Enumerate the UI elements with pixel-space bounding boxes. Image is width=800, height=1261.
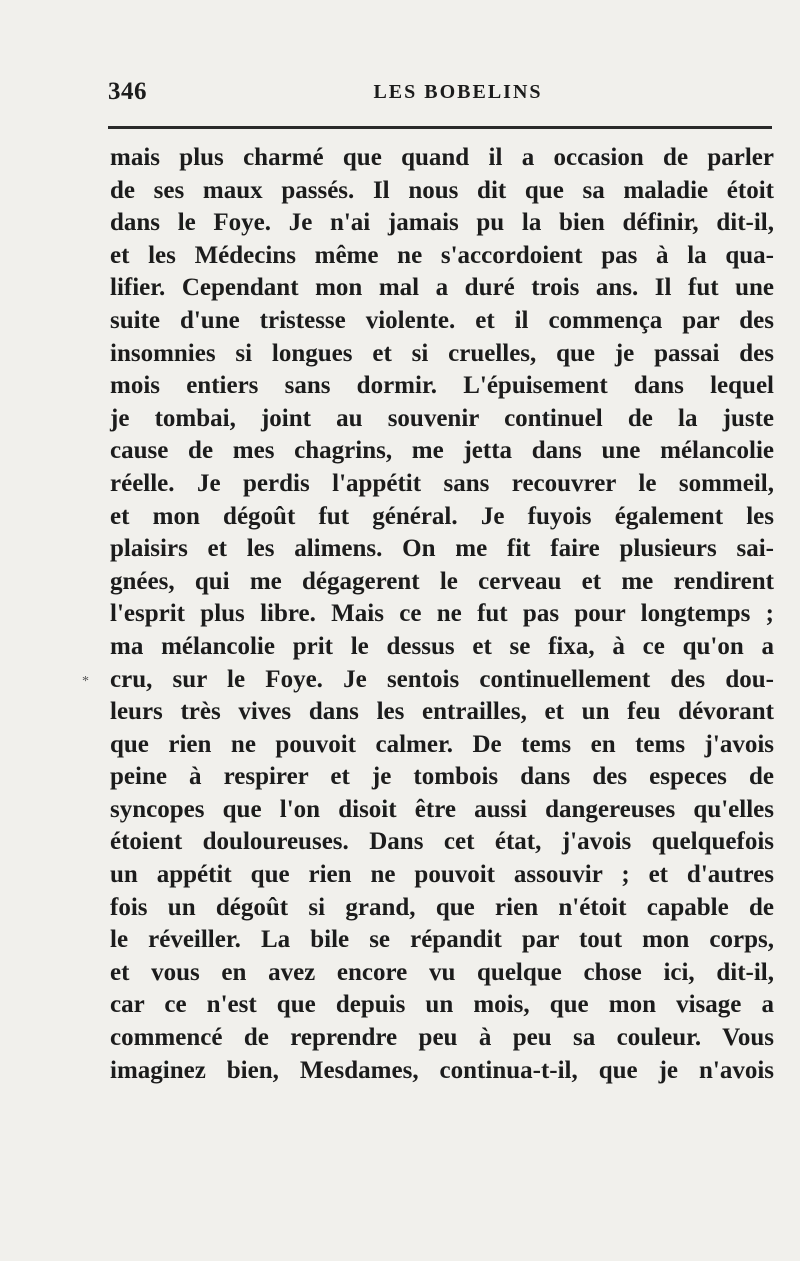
text-line: cru, sur le Foye. Je sentois continuellement des dou-: [110, 665, 774, 693]
text-line: le réveiller. La bile se répandit par tout mon corps,: [110, 926, 774, 954]
text-line: je tombai, joint au souvenir continuel de la juste: [110, 404, 774, 432]
text-line: lifier. Cependant mon mal a duré trois ans. Il fut une: [110, 274, 774, 302]
text-line: de ses maux passés. Il nous dit que sa maladie étoit: [110, 176, 774, 204]
text-line: ma mélancolie prit le dessus et se fixa, à ce qu'on a: [110, 632, 774, 660]
text-line: leurs très vives dans les entrailles, et un feu dévorant: [110, 698, 774, 726]
text-line: insomnies si longues et si cruelles, que je passai des: [110, 339, 774, 367]
header-rule: [108, 126, 772, 129]
body-text: [110, 142, 774, 1087]
text-line: syncopes que l'on disoit être aussi dangereuses qu'elles: [110, 795, 774, 823]
text-line: réelle. Je perdis l'appétit sans recouvrer le sommeil,: [110, 469, 774, 497]
text-line: un appétit que rien ne pouvoit assouvir ; et d'autres: [110, 861, 774, 889]
text-line: car ce n'est que depuis un mois, que mon visage a: [110, 991, 774, 1019]
text-line: suite d'une tristesse violente. et il commença par des: [110, 306, 774, 334]
text-line: cause de mes chagrins, me jetta dans une mélancolie: [110, 437, 774, 465]
text-line: et vous en avez encore vu quelque chose ici, dit-il,: [110, 958, 774, 986]
text-line: plaisirs et les alimens. On me fit faire plusieurs sai-: [110, 535, 774, 563]
text-line: fois un dégoût si grand, que rien n'étoit capable de: [110, 893, 774, 921]
text-line: et les Médecins même ne s'accordoient pas à la qua-: [110, 241, 774, 269]
text-line: dans le Foye. Je n'ai jamais pu la bien définir, dit-il,: [110, 209, 774, 237]
text-line: gnées, qui me dégagerent le cerveau et me rendirent: [110, 567, 774, 595]
text-line: étoient douloureuses. Dans cet état, j'avois quelquefois: [110, 828, 774, 856]
text-line: mois entiers sans dormir. L'épuisement dans lequel: [110, 372, 774, 400]
text-line: l'esprit plus libre. Mais ce ne fut pas pour longtemps ;: [110, 600, 774, 628]
text-line: et mon dégoût fut général. Je fuyois également les: [110, 502, 774, 530]
running-head: [108, 78, 768, 118]
text-line: peine à respirer et je tombois dans des especes de: [110, 763, 774, 791]
margin-mark: *: [82, 674, 89, 689]
page-number: 346: [108, 78, 147, 105]
text-line: imaginez bien, Mesdames, continua-t-il, que je n'avois: [110, 1056, 774, 1084]
text-line: que rien ne pouvoit calmer. De tems en tems j'avois: [110, 730, 774, 758]
text-line: mais plus charmé que quand il a occasion de parler: [110, 144, 774, 171]
running-title: LES BOBELINS: [373, 81, 543, 103]
text-line: commencé de reprendre peu à peu sa couleur. Vous: [110, 1024, 774, 1052]
